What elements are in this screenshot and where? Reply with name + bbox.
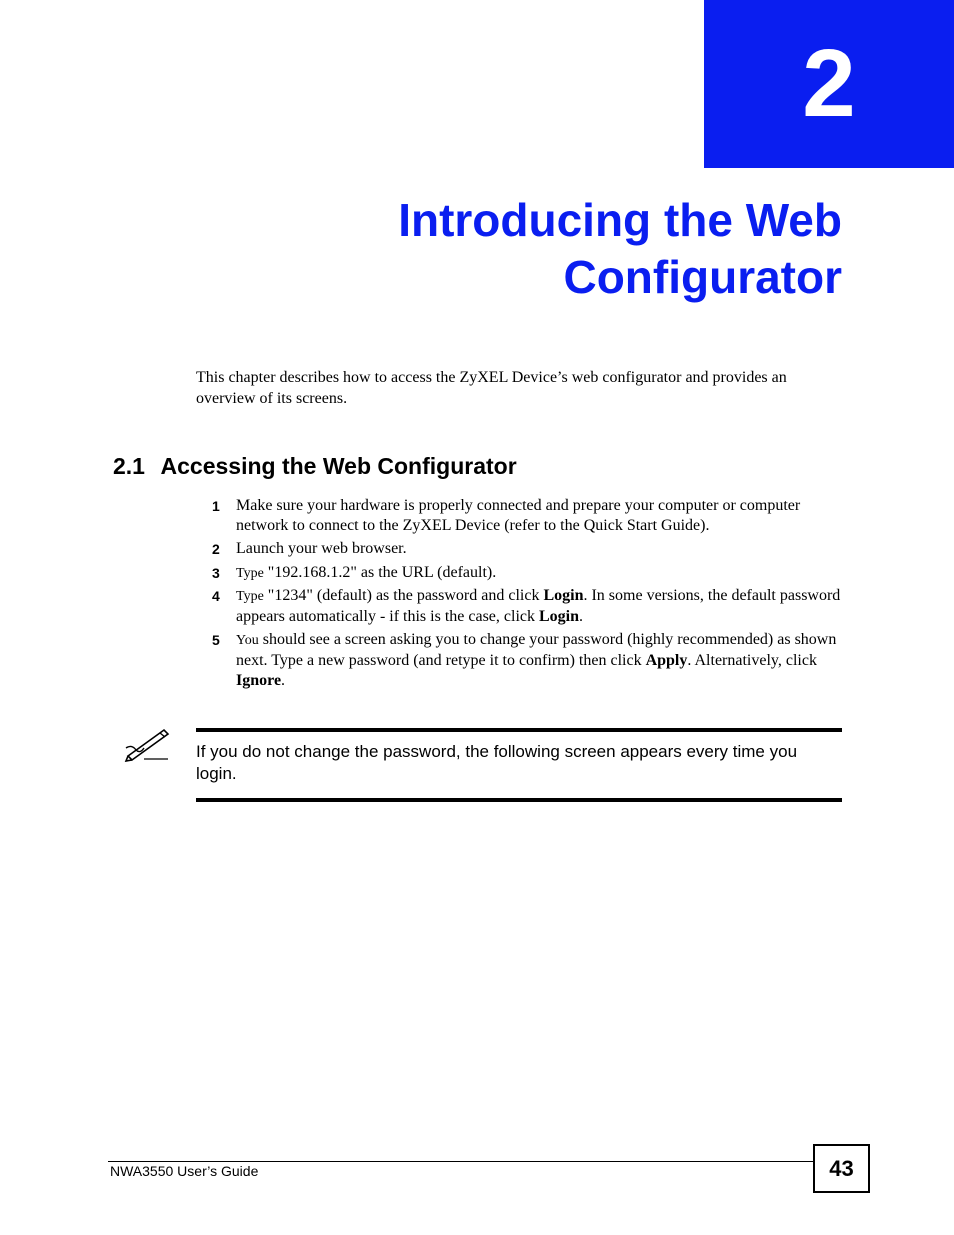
intro-paragraph: This chapter describes how to access the ZyXEL Device’s web configurator and provides an overview of its screens. [196, 369, 787, 407]
note-bottom-rule [196, 798, 842, 802]
step-number: 4 [212, 588, 220, 604]
section-number: 2.1 [113, 453, 145, 479]
chapter-number: 2 [802, 30, 856, 137]
step-lead: Type [236, 589, 264, 604]
chapter-title [142, 192, 842, 306]
step-text: Make sure your hardware is properly connected and prepare your computer or computer network to connect to the ZyXEL Device (refer to the Quick Start Guide). [236, 497, 801, 534]
page-number: 43 [813, 1144, 870, 1193]
step-text [236, 563, 846, 584]
login-emphasis: Login [543, 587, 584, 604]
step-text-part: . In some versions, the default password appears automatically - if this is the case, click [236, 587, 841, 625]
step-text-part: . [579, 608, 584, 625]
footer-guide-title: NWA3550 User’s Guide [110, 1163, 259, 1179]
step-text-part: "1234" (default) as the password and click [263, 587, 544, 604]
step-text-part: . [281, 672, 286, 689]
section-title: Accessing the Web Configurator [160, 453, 517, 479]
step-text-part: should see a screen asking you to change your password (highly recommended) as shown next. Type a new password (and retype it to confirm) then click [236, 631, 837, 669]
step-number: 2 [212, 541, 220, 557]
apply-emphasis: Apply [645, 652, 688, 669]
step-text-part: . Alternatively, click [687, 652, 817, 669]
step-lead: You [236, 633, 259, 648]
chapter-number-box [704, 0, 954, 168]
step-number: 3 [212, 565, 220, 581]
login-emphasis: Login [539, 608, 580, 625]
note-top-rule [196, 728, 842, 732]
pencil-note-icon [124, 726, 172, 762]
chapter-title-line2: Configurator [563, 251, 842, 303]
step-text [236, 586, 846, 627]
step-lead: Type [236, 566, 264, 581]
step-number: 1 [212, 498, 220, 514]
section-heading [113, 451, 517, 481]
ignore-emphasis: Ignore [236, 672, 282, 689]
step-number: 5 [212, 632, 220, 648]
chapter-title-line1: Introducing the Web [398, 194, 842, 246]
note-text: If you do not change the password, the following screen appears every time you login. [196, 742, 798, 783]
step-text: Launch your web browser. [236, 540, 407, 557]
step-text [236, 630, 846, 691]
step-rest: "192.168.1.2" as the URL (default). [263, 564, 497, 581]
